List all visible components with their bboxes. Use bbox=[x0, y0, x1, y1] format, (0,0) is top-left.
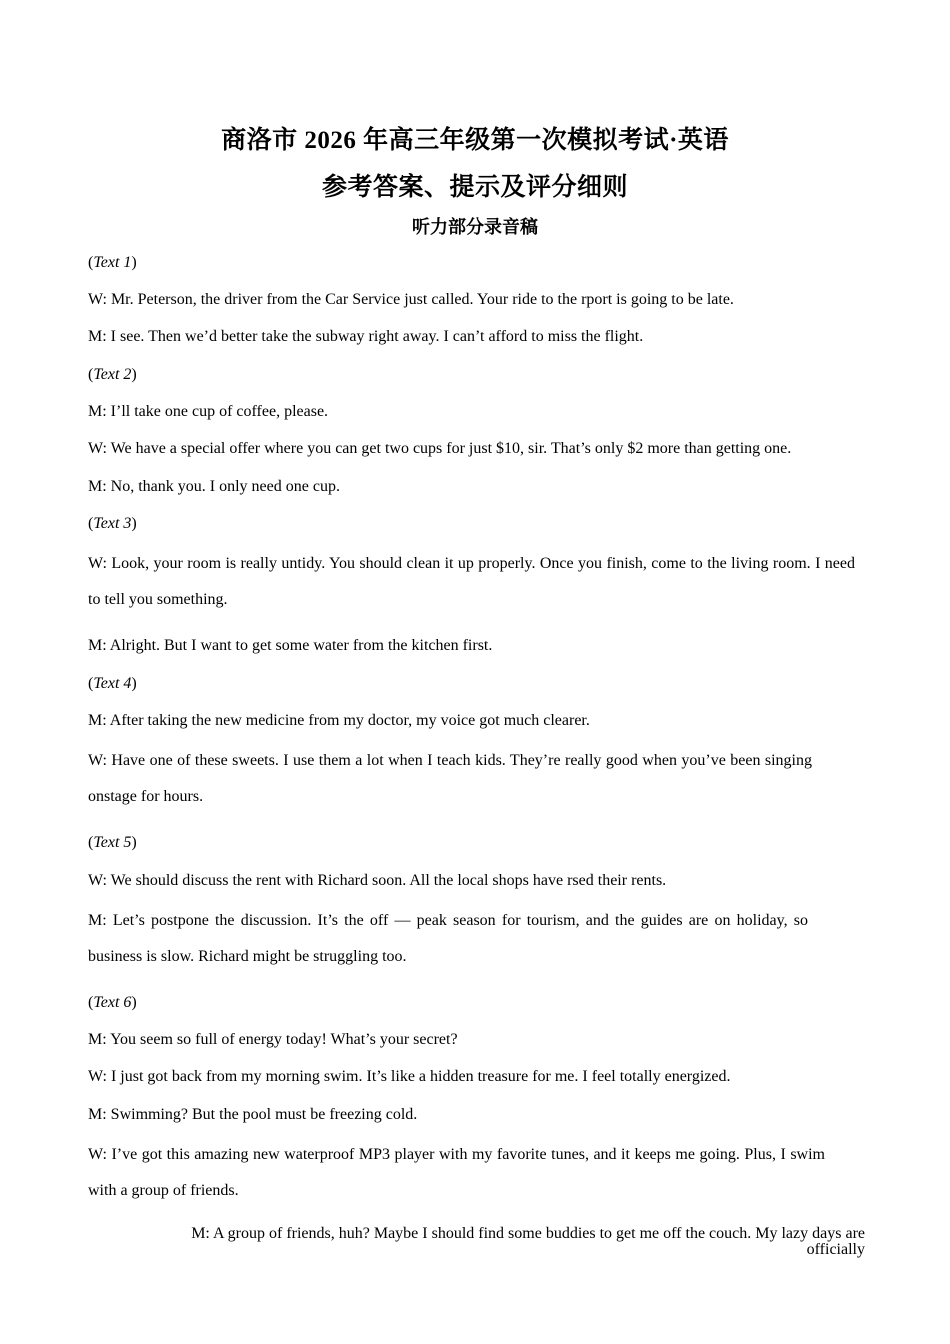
dialogue-line: M: I see. Then we’d better take the subway right away. I can’t afford to miss the flight. bbox=[88, 328, 644, 345]
text-label-name: Text 5 bbox=[93, 834, 132, 851]
text-label-4: (Text 4) bbox=[88, 675, 137, 692]
text-label-name: Text 4 bbox=[93, 675, 132, 692]
text-label-name: Text 1 bbox=[93, 254, 132, 271]
text-label-name: Text 3 bbox=[93, 515, 132, 532]
dialogue-line: M: I’ll take one cup of coffee, please. bbox=[88, 403, 329, 420]
dialogue-line: M: You seem so full of energy today! What’s your secret? bbox=[88, 1031, 458, 1048]
dialogue-line-final: M: A group of friends, huh? Maybe I should find some buddies to get me off the couch. My lazy days are officially bbox=[191, 1225, 865, 1258]
dialogue-paragraph: W: I’ve got this amazing new waterproof MP3 player with my favorite tunes, and it keeps me going. Plus, I swim with a group of friends. bbox=[88, 1146, 825, 1199]
document-subtitle: 参考答案、提示及评分细则 bbox=[321, 174, 628, 201]
text-label-name: Text 2 bbox=[93, 366, 132, 383]
text-label-name: Text 6 bbox=[93, 994, 132, 1011]
dialogue-line: M: Alright. But I want to get some water from the kitchen first. bbox=[88, 637, 493, 654]
text-label-3: (Text 3) bbox=[88, 515, 137, 532]
text-label-1: (Text 1) bbox=[88, 254, 137, 271]
document-title: 商洛市 2026 年高三年级第一次模拟考试·英语 bbox=[221, 127, 729, 154]
text-label-6: (Text 6) bbox=[88, 994, 137, 1011]
dialogue-line: W: I just got back from my morning swim. It’s like a hidden treasure for me. I feel totally energized. bbox=[88, 1068, 731, 1085]
dialogue-line: M: Swimming? But the pool must be freezing cold. bbox=[88, 1106, 418, 1123]
dialogue-paragraph: W: Have one of these sweets. I use them a lot when I teach kids. They’re really good when you’ve been singing onstage for hours. bbox=[88, 752, 812, 805]
dialogue-line: M: After taking the new medicine from my doctor, my voice got much clearer. bbox=[88, 712, 590, 729]
dialogue-line: W: We have a special offer where you can get two cups for just $10, sir. That’s only $2 more than getting one. bbox=[88, 440, 792, 457]
dialogue-paragraph: M: Let’s postpone the discussion. It’s the off — peak season for tourism, and the guides are on holiday, so business is slow. Richard might be struggling too. bbox=[88, 912, 808, 965]
dialogue-line: W: We should discuss the rent with Richard soon. All the local shops have rsed their rents. bbox=[88, 872, 667, 889]
dialogue-paragraph: W: Look, your room is really untidy. You should clean it up properly. Once you finish, come to the living room. I need to tell you something. bbox=[88, 555, 855, 608]
text-label-5: (Text 5) bbox=[88, 834, 137, 851]
text-label-2: (Text 2) bbox=[88, 366, 137, 383]
dialogue-line: W: Mr. Peterson, the driver from the Car Service just called. Your ride to the rport is going to be late. bbox=[88, 291, 734, 308]
section-heading: 听力部分录音稿 bbox=[412, 217, 538, 237]
dialogue-line: M: No, thank you. I only need one cup. bbox=[88, 478, 340, 495]
